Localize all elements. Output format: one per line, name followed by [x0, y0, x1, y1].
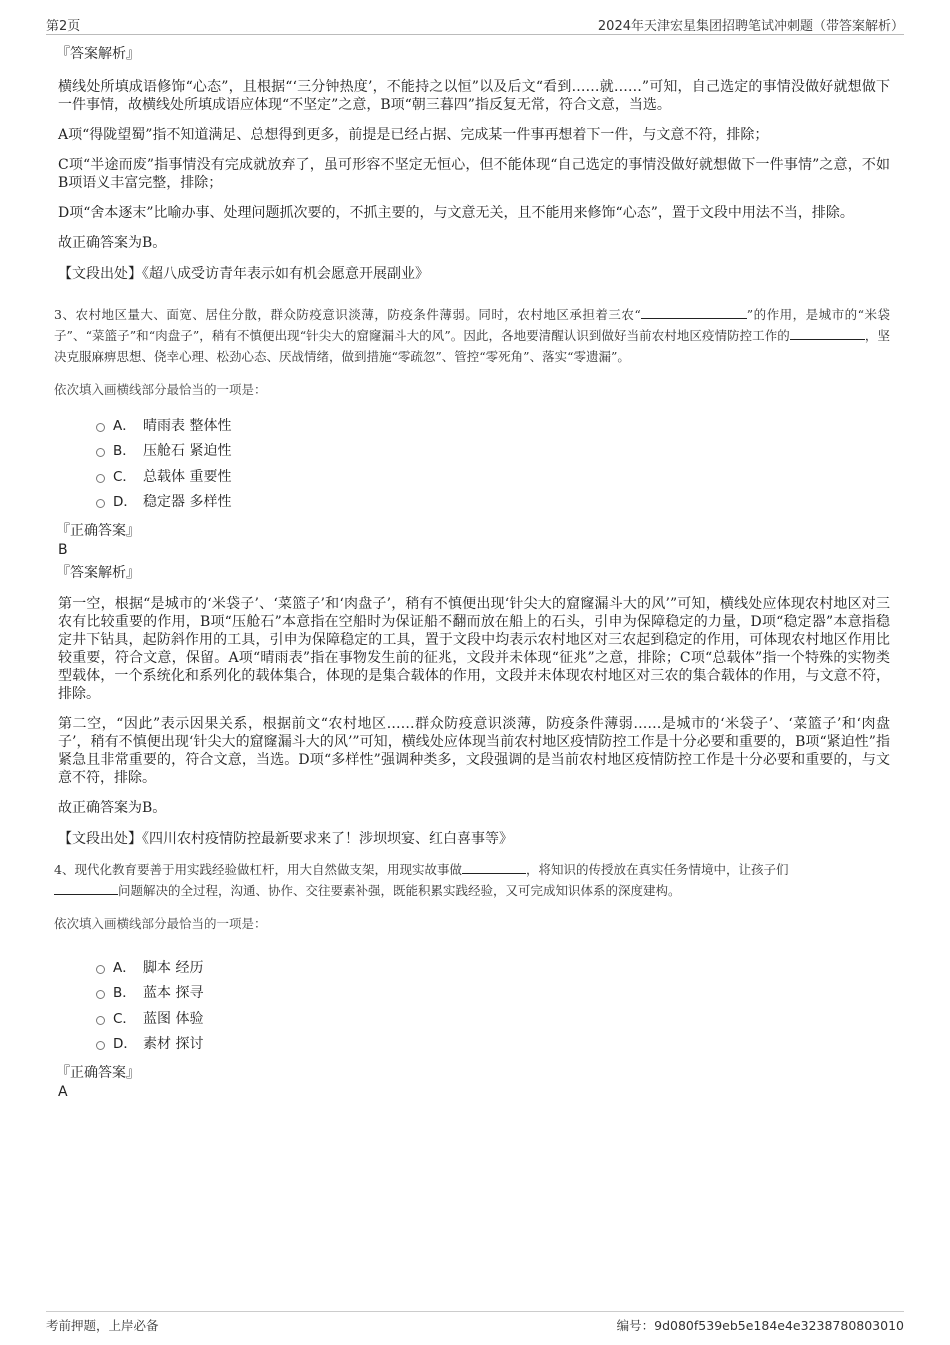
- page-content: [56, 44, 890, 1105]
- q3-option-d[interactable]: D． 稳定器 多样性: [96, 490, 890, 516]
- q3-analysis-label: 『答案解析』: [56, 565, 140, 581]
- q3-blank-2: [790, 325, 865, 340]
- q4-answer: A: [58, 1084, 68, 1100]
- q2-analysis-para-5: 故正确答案为B。: [58, 235, 167, 251]
- q2-analysis-para-4: D项“舍本逐末”比喻办事、处理问题抓次要的，不抓主要的，与文意无关，且不能用来修饰“心态”，置于文段中用法不当，排除。: [58, 205, 854, 221]
- q4-text-part-1: 4、现代化教育要善于用实践经验做杠杆，用大自然做支架，用现实故事做: [54, 862, 462, 877]
- q3-text-part-2: ”的作用，是城市的“米袋子”、“菜篮子”和“肉盘子”，稍有不慎便出现“针尖大的窟窿漏斗大的风”。因此，各地要清醒认识到做好当前农村地区疫情防控工作的: [54, 307, 890, 343]
- q4-blank-1: [462, 859, 526, 874]
- q2-source: 【文段出处】《超八成受访青年表示如有机会愿意开展副业》: [58, 266, 429, 282]
- q3-source: 【文段出处】《四川农村疫情防控最新要求来了！涉坝坝宴、红白喜事等》: [58, 831, 513, 847]
- q4-prompt: 依次填入画横线部分最恰当的一项是：: [54, 916, 267, 931]
- radio-icon[interactable]: [96, 448, 105, 457]
- q4-option-d[interactable]: D． 素材 探讨: [96, 1032, 890, 1058]
- q3-correct-label: 『正确答案』: [56, 523, 140, 539]
- q4-option-c[interactable]: C． 蓝图 体验: [96, 1006, 890, 1032]
- q3-text-part-3: ，坚决克服麻痹思想、侥幸心理、松劲心态、厌战情绪，做到措施“零疏忽”、管控“零死角”、落实“零遗漏”。: [54, 328, 890, 364]
- q3-text-part-1: 3、农村地区量大、面宽、居住分散，群众防疫意识淡薄，防疫条件薄弱。同时，农村地区承担着三农“: [54, 307, 641, 322]
- q4-option-a[interactable]: A． 脚本 经历: [96, 955, 890, 981]
- radio-icon[interactable]: [96, 990, 105, 999]
- q4-blank-2: [54, 880, 118, 895]
- q2-analysis-para-1: 横线处所填成语修饰“心态”，且根据“‘三分钟热度’，不能持之以恒”以及后文“看到……就……”可知，自己选定的事情没做好就想做下一件事情，故横线处所填成语应体现“不坚定”之意，B项“朝三暮四”指反复无常，符合文意，当选。: [58, 79, 890, 113]
- footer-slogan: 考前押题，上岸必备: [46, 1318, 159, 1333]
- q2-analysis-label: 『答案解析』: [56, 46, 140, 62]
- q4-question-text: [54, 859, 890, 901]
- footer-serial-number: 编号：9d080f539eb5e184e4e3238780803010: [616, 1318, 904, 1333]
- q3-answer: B: [58, 542, 68, 558]
- page-header: [46, 12, 904, 35]
- q4-option-b[interactable]: B． 蓝本 探寻: [96, 981, 890, 1007]
- radio-icon[interactable]: [96, 474, 105, 483]
- q3-option-b[interactable]: B． 压舱石 紧迫性: [96, 439, 890, 465]
- q3-option-c[interactable]: C． 总载体 重要性: [96, 464, 890, 490]
- page-footer: [46, 1311, 904, 1336]
- q3-blank-1: [641, 304, 747, 319]
- q3-analysis-para-3: 故正确答案为B。: [58, 800, 167, 816]
- radio-icon[interactable]: [96, 1016, 105, 1025]
- page-number: 第2页: [46, 19, 81, 34]
- q3-analysis-para-1: 第一空，根据“是城市的‘米袋子’、‘菜篮子’和‘肉盘子’，稍有不慎便出现‘针尖大的窟窿漏斗大的风’”可知，横线处应体现农村地区对三农有比较重要的作用，B项“压舱石”本意指在空船时为保证船不翻而放在船上的石头，引申为保障稳定的力量，D项“稳定器”本意指稳定井下钻具，起防斜作用的工具，引申为保障稳定的工具，置于文段中均表示农村地区对三农起到稳定的作用，可体现农村地区作用比较重要，符合文意，保留。A项“晴雨表”指在事物发生前的征兆，文段并未体现“征兆”之意，排除；C项“总载体”指一个特殊的实物类型载体，一个系统化和系列化的载体集合，体现的是集合载体的作用，文段并未体现农村地区对三农的集合载体的作用，与文意不符，排除。: [58, 596, 890, 702]
- q4-options: [96, 955, 890, 1057]
- q2-analysis-para-2: A项“得陇望蜀”指不知道满足、总想得到更多，前提是已经占据、完成某一件事再想着下一件，与文意不符，排除；: [58, 127, 769, 143]
- radio-icon[interactable]: [96, 499, 105, 508]
- radio-icon[interactable]: [96, 1041, 105, 1050]
- document-title: 2024年天津宏星集团招聘笔试冲刺题（带答案解析）: [597, 19, 904, 34]
- q3-analysis-para-2: 第二空，“因此”表示因果关系，根据前文“农村地区……群众防疫意识淡薄，防疫条件薄弱……是城市的‘米袋子’、‘菜篮子’和‘肉盘子’，稍有不慎便出现‘针尖大的窟窿漏斗大的风’”可知，横线处应体现当前农村地区疫情防控工作是十分必要和重要的，B项“紧迫性”指紧急且非常重要的，符合文意，当选。D项“多样性”强调种类多，文段强调的是当前农村地区疫情防控工作是十分必要和重要的，与文意不符，排除。: [58, 716, 890, 786]
- q4-text-part-2: ，将知识的传授放在真实任务情境中，让孩子们: [525, 862, 789, 877]
- radio-icon[interactable]: [96, 423, 105, 432]
- q3-option-a[interactable]: A． 晴雨表 整体性: [96, 413, 890, 439]
- q4-text-part-3: 问题解决的全过程，沟通、协作、交往要素补强，既能积累实践经验，又可完成知识体系的深度建构。: [118, 883, 681, 898]
- radio-icon[interactable]: [96, 965, 105, 974]
- q4-correct-label: 『正确答案』: [56, 1065, 140, 1081]
- q3-question-text: [54, 304, 890, 367]
- q2-analysis-para-3: C项“半途而废”指事情没有完成就放弃了，虽可形容不坚定无恒心，但不能体现“自己选定的事情没做好就想做下一件事情”之意，不如B项语义丰富完整，排除；: [58, 157, 890, 191]
- q3-options: [96, 413, 890, 515]
- q3-prompt: 依次填入画横线部分最恰当的一项是：: [54, 382, 267, 397]
